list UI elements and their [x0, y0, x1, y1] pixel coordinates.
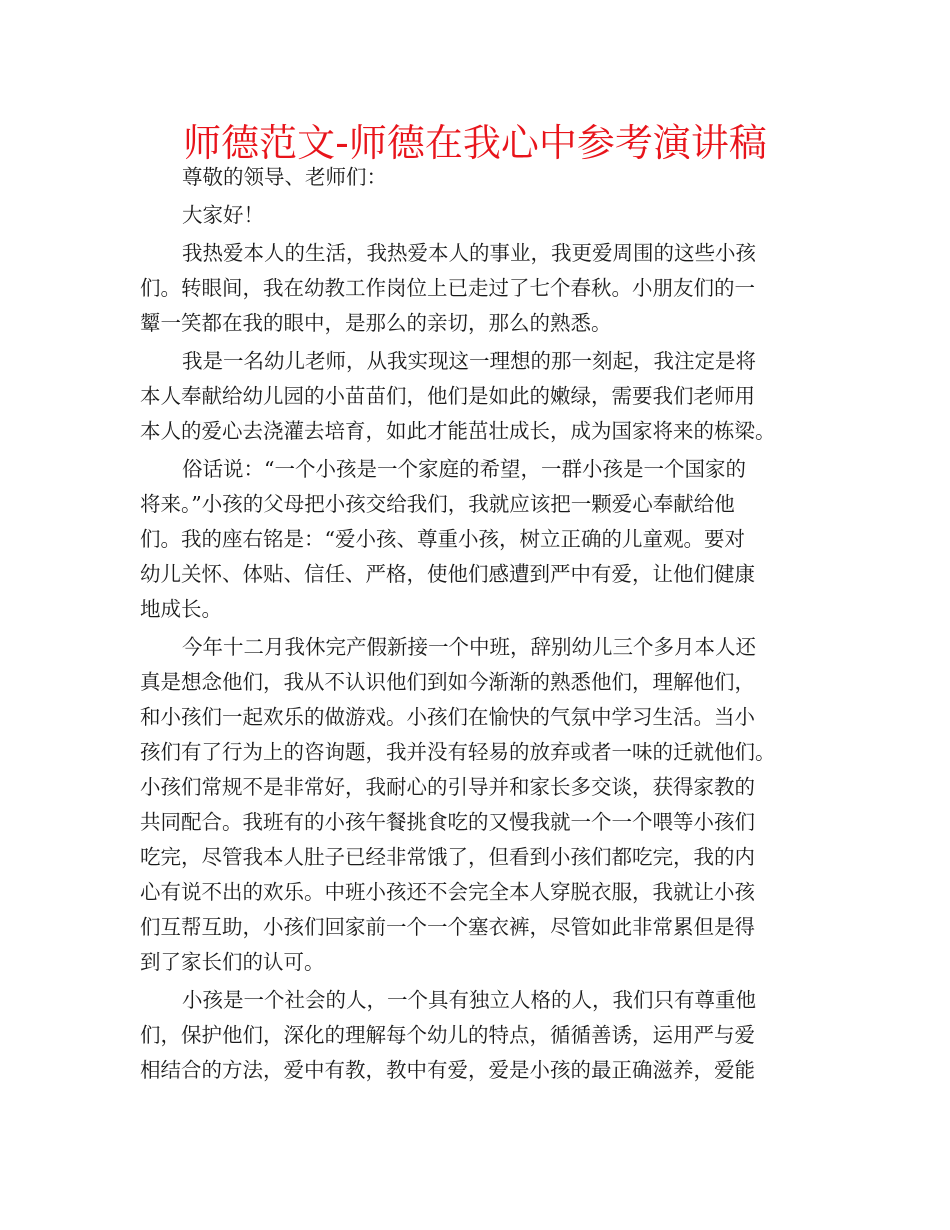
document-body	[140, 160, 812, 1088]
document-title: 师德范文-师德在我心中参考演讲稿	[183, 121, 767, 165]
paragraph-4-line-3: 和小孩们一起欢乐的做游戏。小孩们在愉快的气氛中学习生活。当小	[140, 705, 755, 729]
paragraph-4-line-10: 到了家长们的认可。	[140, 950, 325, 974]
paragraph-4-line-6: 共同配合。我班有的小孩午餐挑食吃的又慢我就一个一个喂等小孩们	[140, 810, 755, 834]
paragraph-1-line-2: 们。转眼间，我在幼教工作岗位上已走过了七个春秋。小朋友们的一	[140, 276, 755, 300]
greeting-line: 大家好！	[182, 203, 264, 227]
paragraph-4-line-5: 小孩们常规不是非常好，我耐心的引导并和家长多交谈，获得家教的	[140, 775, 755, 799]
paragraph-4-line-2: 真是想念他们，我从不认识他们到如今渐渐的熟悉他们，理解他们，	[140, 670, 755, 694]
paragraph-3-line-1: 俗话说：“一个小孩是一个家庭的希望，一群小孩是一个国家的	[182, 457, 746, 481]
salutation-line: 尊敬的领导、老师们：	[182, 165, 387, 189]
paragraph-3-line-5: 地成长。	[140, 597, 222, 621]
paragraph-1-line-3: 颦一笑都在我的眼中，是那么的亲切，那么的熟悉。	[140, 311, 612, 335]
paragraph-2-line-1: 我是一名幼儿老师，从我实现这一理想的那一刻起，我注定是将	[182, 349, 756, 373]
paragraph-3-line-3: 们。我的座右铭是：“爱小孩、尊重小孩，树立正确的儿童观。要对	[140, 527, 745, 551]
paragraph-4-line-8: 心有说不出的欢乐。中班小孩还不会完全本人穿脱衣服，我就让小孩	[140, 880, 755, 904]
paragraph-2-line-3: 本人的爱心去浇灌去培育，如此才能茁壮成长，成为国家将来的栋梁。	[140, 419, 776, 443]
paragraph-5-line-3: 相结合的方法，爱中有教，教中有爱，爱是小孩的最正确滋养，爱能	[140, 1058, 755, 1082]
paragraph-5-line-1: 小孩是一个社会的人，一个具有独立人格的人，我们只有尊重他	[182, 988, 756, 1012]
paragraph-4-line-4: 孩们有了行为上的咨询题，我并没有轻易的放弃或者一味的迁就他们。	[140, 740, 776, 764]
paragraph-2-line-2: 本人奉献给幼儿园的小苗苗们，他们是如此的嫩绿，需要我们老师用	[140, 384, 755, 408]
paragraph-5-line-2: 们，保护他们，深化的理解每个幼儿的特点，循循善诱，运用严与爱	[140, 1023, 755, 1047]
paragraph-3-line-4: 幼儿关怀、体贴、信任、严格，使他们感遭到严中有爱，让他们健康	[140, 562, 755, 586]
paragraph-1-line-1: 我热爱本人的生活，我热爱本人的事业，我更爱周围的这些小孩	[182, 241, 756, 265]
paragraph-3-line-2: 将来。”小孩的父母把小孩交给我们，我就应该把一颗爱心奉献给他	[140, 492, 735, 516]
paragraph-4-line-9: 们互帮互助，小孩们回家前一个一个塞衣裤，尽管如此非常累但是得	[140, 915, 755, 939]
paragraph-4-line-7: 吃完，尽管我本人肚子已经非常饿了，但看到小孩们都吃完，我的内	[140, 845, 755, 869]
paragraph-4-line-1: 今年十二月我休完产假新接一个中班，辞别幼儿三个多月本人还	[182, 635, 756, 659]
